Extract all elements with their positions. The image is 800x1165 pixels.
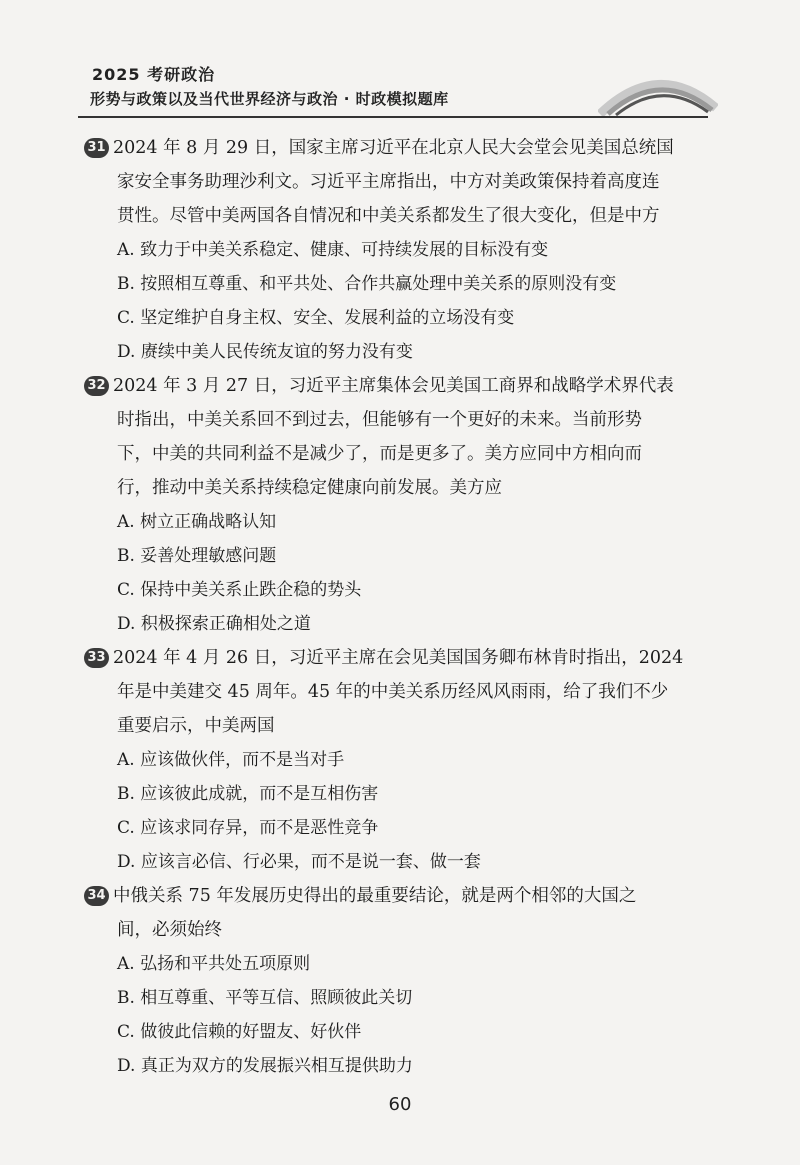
option-b: B. 应该彼此成就，而不是互相伤害 (117, 784, 379, 804)
question-32 (84, 369, 724, 641)
page-number: 60 (388, 1094, 412, 1115)
question-stem-line: 2024 年 4 月 26 日，习近平主席在会见美国国务卿布林肯时指出，2024 (113, 648, 684, 668)
book-title: 2025 考研政治 (92, 65, 216, 84)
option-c: C. 保持中美关系止跌企稳的势头 (117, 580, 362, 600)
question-stem-line: 贯性。尽管中美两国各自情况和中美关系都发生了很大变化，但是中方 (117, 206, 660, 226)
question-stem-line: 中俄关系 75 年发展历史得出的最重要结论，就是两个相邻的大国之 (113, 886, 637, 906)
option-c: C. 坚定维护自身主权、安全、发展利益的立场没有变 (117, 308, 515, 328)
question-31 (84, 131, 724, 369)
option-d: D. 积极探索正确相处之道 (117, 614, 311, 634)
option-b: B. 按照相互尊重、和平共处、合作共赢处理中美关系的原则没有变 (117, 274, 617, 294)
option-b: B. 相互尊重、平等互信、照顾彼此关切 (117, 988, 413, 1008)
option-b: B. 妥善处理敏感问题 (117, 546, 277, 566)
option-a: A. 应该做伙伴，而不是当对手 (117, 750, 345, 770)
question-stem-line: 2024 年 3 月 27 日，习近平主席集体会见美国工商界和战略学术界代表 (113, 376, 674, 396)
option-a: A. 树立正确战略认知 (117, 512, 277, 532)
question-number-badge: 31 (84, 138, 109, 158)
option-c: C. 应该求同存异，而不是恶性竞争 (117, 818, 379, 838)
header-arc-decoration (598, 64, 718, 118)
option-d: D. 赓续中美人民传统友谊的努力没有变 (117, 342, 413, 362)
question-34 (84, 879, 724, 1083)
page-header (78, 58, 718, 118)
question-list (84, 131, 724, 1083)
option-d: D. 真正为双方的发展振兴相互提供助力 (117, 1056, 413, 1076)
book-subtitle: 形势与政策以及当代世界经济与政治 · 时政模拟题库 (90, 90, 449, 108)
question-stem-line: 重要启示，中美两国 (117, 716, 275, 736)
option-a: A. 致力于中美关系稳定、健康、可持续发展的目标没有变 (117, 240, 549, 260)
question-stem-line: 行，推动中美关系持续稳定健康向前发展。美方应 (117, 478, 502, 498)
question-number-badge: 33 (84, 648, 109, 668)
question-number-badge: 32 (84, 376, 109, 396)
question-stem-line: 年是中美建交 45 周年。45 年的中美关系历经风风雨雨，给了我们不少 (117, 682, 669, 702)
question-stem-line: 下，中美的共同利益不是减少了，而是更多了。美方应同中方相向而 (117, 444, 642, 464)
header-rule (78, 116, 708, 118)
option-d: D. 应该言必信、行必果，而不是说一套、做一套 (117, 852, 481, 872)
question-33 (84, 641, 724, 879)
question-number-badge: 34 (84, 886, 109, 906)
question-stem-line: 时指出，中美关系回不到过去，但能够有一个更好的未来。当前形势 (117, 410, 642, 430)
question-stem-line: 家安全事务助理沙利文。习近平主席指出，中方对美政策保持着高度连 (117, 172, 660, 192)
option-c: C. 做彼此信赖的好盟友、好伙伴 (117, 1022, 362, 1042)
question-stem-line: 间，必须始终 (117, 920, 222, 940)
question-stem-line: 2024 年 8 月 29 日，国家主席习近平在北京人民大会堂会见美国总统国 (113, 138, 674, 158)
option-a: A. 弘扬和平共处五项原则 (117, 954, 311, 974)
